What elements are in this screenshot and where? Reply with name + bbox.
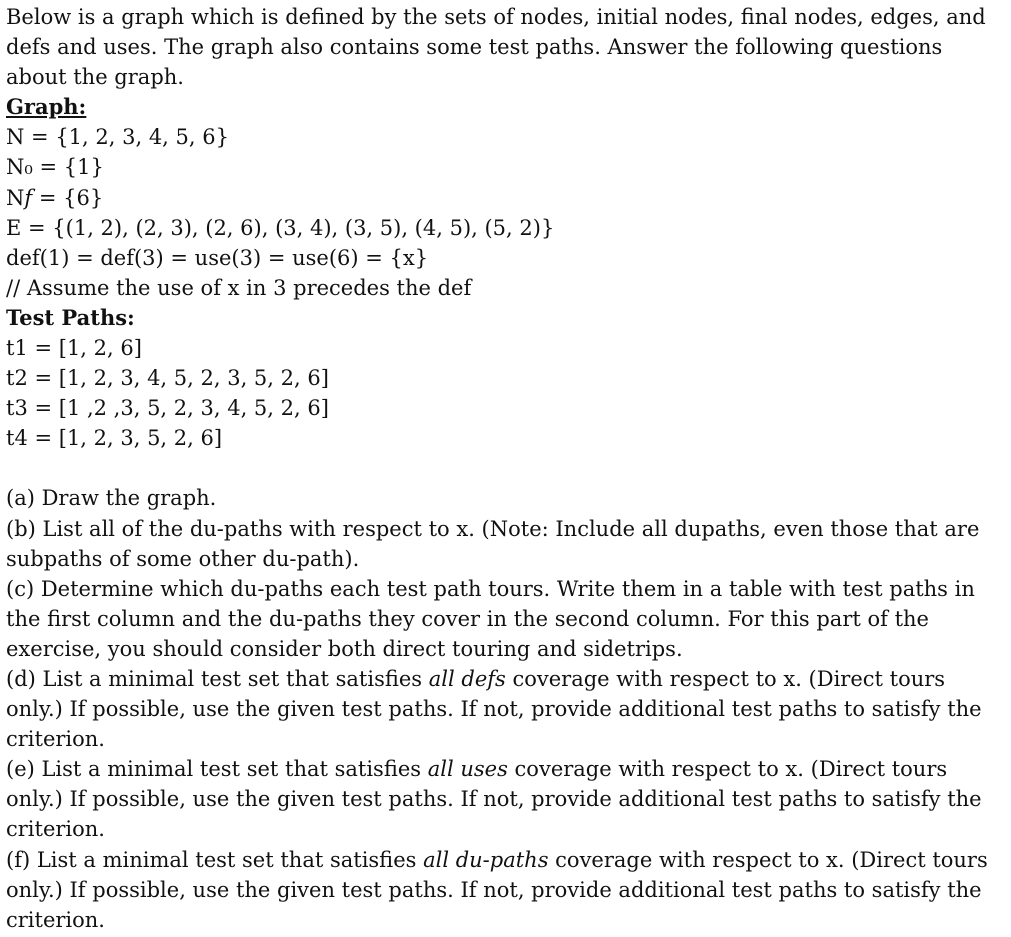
question-d bbox=[6, 664, 1005, 754]
question-d-emphasis: all defs bbox=[428, 666, 506, 691]
test-paths-heading: Test Paths: bbox=[6, 304, 135, 330]
edges-set: E = {(1, 2), (2, 3), (2, 6), (3, 4), (3, 5), (4, 5), (5, 2)} bbox=[6, 215, 555, 240]
question-e-suffix: coverage with respect to x. (Direct tours only.) If possible, use the given test paths. If not, provide additional test paths to satisfy the criterion. bbox=[6, 757, 982, 842]
initial-nodes-set: N₀ = {1} bbox=[6, 155, 104, 180]
test-path-t3: t3 = [1 ,2 ,3, 5, 2, 3, 4, 5, 2, 6] bbox=[6, 396, 329, 421]
test-path-t1: t1 = [1, 2, 6] bbox=[6, 336, 142, 361]
question-f-prefix: (f) List a minimal test set that satisfies bbox=[6, 847, 424, 872]
question-f-emphasis: all du-paths bbox=[423, 847, 549, 872]
question-c: (c) Determine which du-paths each test path tours. Write them in a table with test paths in the first column and the du-paths they cover in the second column. For this part of the exercise, you should consider both direct touring and sidetrips. bbox=[6, 576, 975, 661]
def-use-comment: // Assume the use of x in 3 precedes the def bbox=[6, 275, 472, 300]
graph-heading: Graph: bbox=[6, 94, 87, 120]
question-e-prefix: (e) List a minimal test set that satisfies bbox=[6, 757, 428, 782]
question-d-prefix: (d) List a minimal test set that satisfies bbox=[6, 666, 429, 691]
intro-paragraph: Below is a graph which is defined by the sets of nodes, initial nodes, final nodes, edges, and defs and uses. The graph also contains some test paths. Answer the following questions about the graph. bbox=[6, 5, 986, 90]
question-e bbox=[6, 754, 1005, 844]
test-path-t4: t4 = [1, 2, 3, 5, 2, 6] bbox=[6, 426, 223, 451]
nodes-set: N = {1, 2, 3, 4, 5, 6} bbox=[6, 125, 229, 150]
question-b: (b) List all of the du-paths with respect to x. (Note: Include all dupaths, even those that are subpaths of some other du-path). bbox=[6, 516, 980, 571]
question-f-suffix: coverage with respect to x. (Direct tours only.) If possible, use the given test paths. If not, provide additional test paths to satisfy the criterion. bbox=[6, 847, 988, 932]
spacer bbox=[6, 453, 1005, 483]
defs-uses: def(1) = def(3) = use(3) = use(6) = {x} bbox=[6, 245, 429, 270]
question-f bbox=[6, 845, 1005, 935]
question-a: (a) Draw the graph. bbox=[6, 486, 217, 511]
question-d-suffix: coverage with respect to x. (Direct tours only.) If possible, use the given test paths. If not, provide additional test paths to satisfy the criterion. bbox=[6, 666, 982, 752]
question-e-emphasis: all uses bbox=[427, 757, 508, 782]
final-nodes-set: N𝑓 = {6} bbox=[6, 185, 104, 210]
test-path-t2: t2 = [1, 2, 3, 4, 5, 2, 3, 5, 2, 6] bbox=[6, 366, 329, 391]
